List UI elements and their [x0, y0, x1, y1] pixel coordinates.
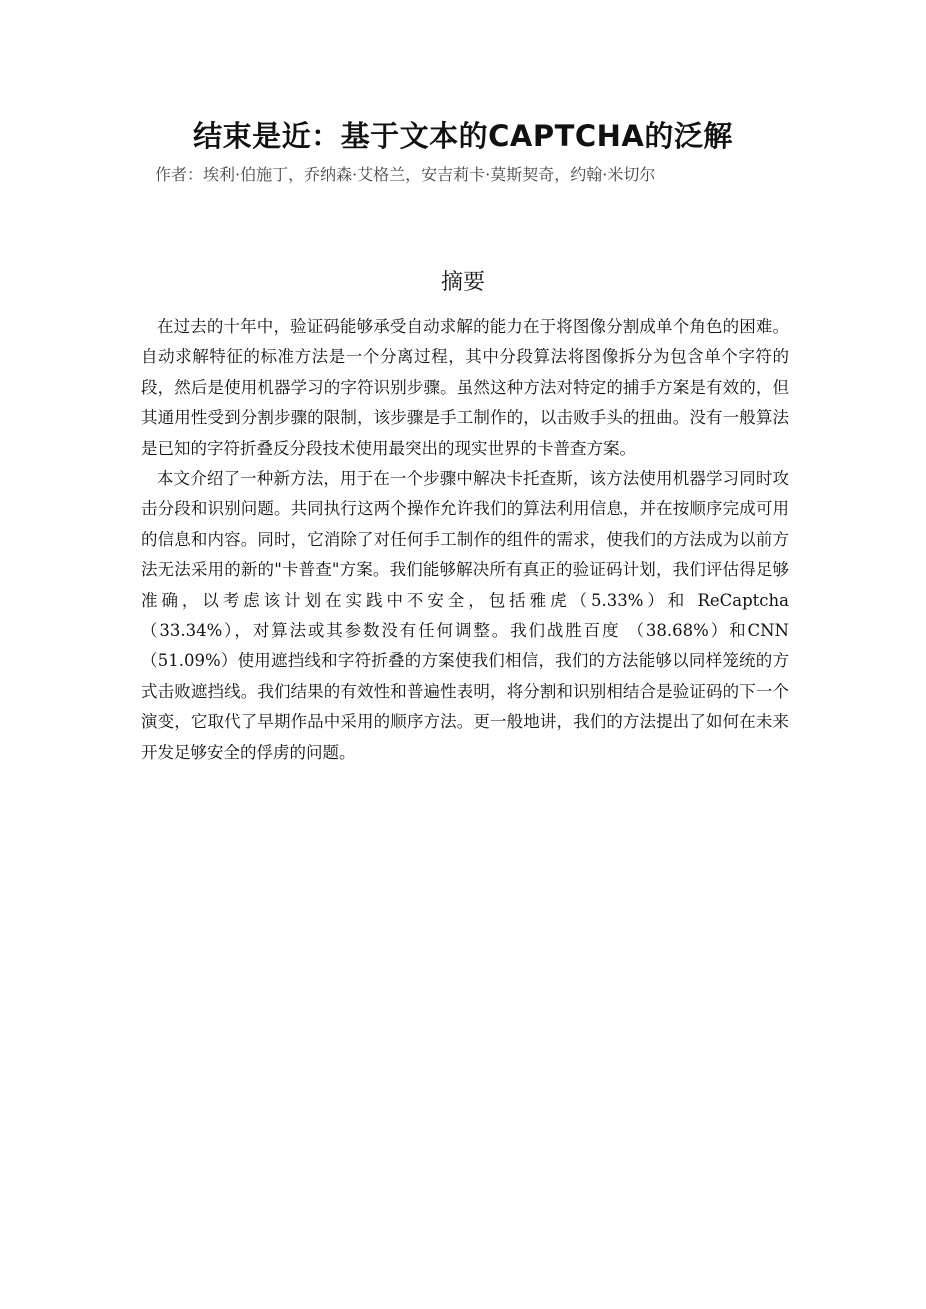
abstract-body [141, 312, 789, 768]
author-list: 作者：埃利·伯施丁，乔纳森·艾格兰，安吉莉卡·莫斯契奇，约翰·米切尔 [155, 165, 656, 184]
abstract-paragraph-2: 本文介绍了一种新方法，用于在一个步骤中解决卡托查斯，该方法使用机器学习同时攻击分段和识别问题。共同执行这两个操作允许我们的算法利用信息，并在按顺序完成可用的信息和内容。同时，它消除了对任何手工制作的组件的需求，使我们的方法成为以前方法无法采用的新的"卡普查"方案。我们能够解决所有真正的验证码计划，我们评估得足够准确，以考虑该计划在实践中不安全，包括雅虎（5.33%）和 ReCaptcha （33.34%），对算法或其参数没有任何调整。我们战胜百度 （38.68%）和CNN （51.09%）使用遮挡线和字符折叠的方案使我们相信，我们的方法能够以同样笼统的方式击败遮挡线。我们结果的有效性和普遍性表明，将分割和识别相结合是验证码的下一个演变，它取代了早期作品中采用的顺序方法。更一般地讲，我们的方法提出了如何在未来开发足够安全的俘虏的问题。 [141, 469, 789, 762]
abstract-heading: 摘要 [440, 270, 485, 295]
abstract-paragraph-1: 在过去的十年中，验证码能够承受自动求解的能力在于将图像分割成单个角色的困难。自动求解特征的标准方法是一个分离过程，其中分段算法将图像拆分为包含单个字符的段，然后是使用机器学习的字符识别步骤。虽然这种方法对特定的捕手方案是有效的，但其通用性受到分割步骤的限制，该步骤是手工制作的，以击败手头的扭曲。没有一般算法是已知的字符折叠反分段技术使用最突出的现实世界的卡普查方案。 [141, 317, 789, 458]
paper-title: 结束是近：基于文本的CAPTCHA的泛解 [193, 119, 733, 153]
